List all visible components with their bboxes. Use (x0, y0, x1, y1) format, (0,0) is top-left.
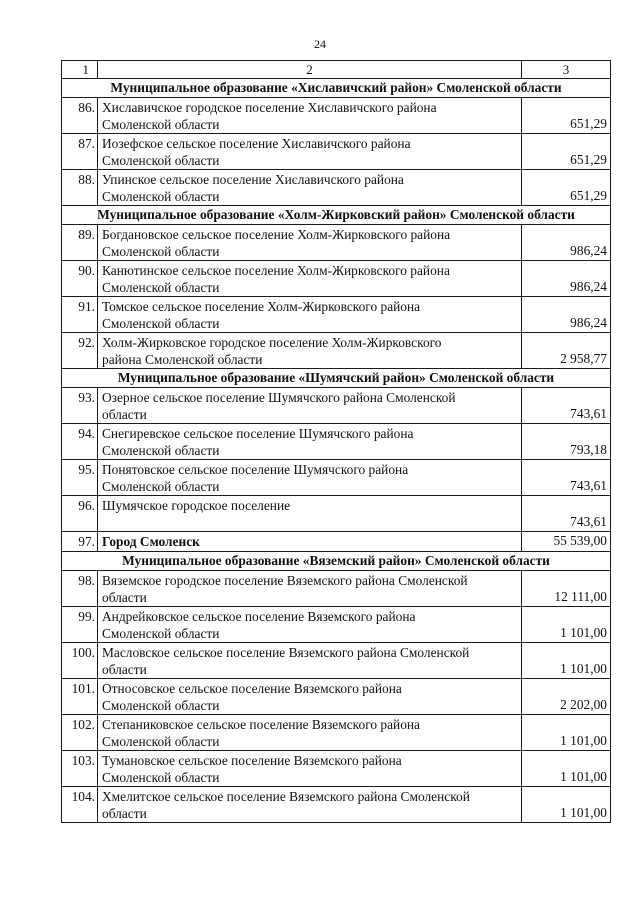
row-name (98, 496, 522, 532)
row-name-line-2: Смоленской области (102, 443, 220, 458)
table-row (62, 98, 611, 134)
row-value: 55 539,00 (522, 532, 611, 552)
row-value: 743,61 (522, 388, 611, 424)
row-name (98, 170, 522, 206)
row-number: 88. (62, 170, 98, 206)
row-value: 651,29 (522, 98, 611, 134)
row-number: 101. (62, 679, 98, 715)
row-name (98, 460, 522, 496)
row-name (98, 607, 522, 643)
row-name-line-2: Смоленской области (102, 626, 220, 641)
row-name (98, 388, 522, 424)
row-number: 103. (62, 751, 98, 787)
row-name (98, 261, 522, 297)
group-header-row (62, 206, 611, 225)
row-name (98, 424, 522, 460)
row-name-line-1: Холм-Жирковское городское поселение Холм-Жирковского (102, 335, 442, 350)
row-name (98, 751, 522, 787)
row-name-line-2: области (102, 662, 147, 677)
row-name-line-2: Смоленской области (102, 479, 220, 494)
row-value: 651,29 (522, 134, 611, 170)
row-name-line-1: Шумячское городское поселение (102, 498, 291, 513)
row-value: 1 101,00 (522, 607, 611, 643)
row-name-line-1: Тумановское сельское поселение Вяземского района (102, 753, 402, 768)
row-name-line-1: Богдановское сельское поселение Холм-Жирковского района (102, 227, 451, 242)
table-row (62, 643, 611, 679)
row-value: 1 101,00 (522, 751, 611, 787)
row-name-line-2: Смоленской области (102, 770, 220, 785)
row-name-line-1: Вяземское городское поселение Вяземского района Смоленской (102, 573, 468, 588)
row-value: 1 101,00 (522, 787, 611, 823)
table-row (62, 460, 611, 496)
row-value: 986,24 (522, 297, 611, 333)
row-number: 86. (62, 98, 98, 134)
row-name (98, 297, 522, 333)
table-row (62, 787, 611, 823)
row-name-line-1: Иозефское сельское поселение Хиславичского района (102, 136, 411, 151)
row-number: 91. (62, 297, 98, 333)
row-name-line-2: Смоленской области (102, 117, 220, 132)
row-value: 743,61 (522, 496, 611, 532)
table-header-row (62, 61, 611, 79)
table-row (62, 170, 611, 206)
row-name-line-2: Смоленской области (102, 280, 220, 295)
row-value: 1 101,00 (522, 643, 611, 679)
table-row (62, 715, 611, 751)
header-col-3: 3 (522, 61, 611, 79)
row-number: 94. (62, 424, 98, 460)
table-row (62, 679, 611, 715)
row-name (98, 715, 522, 751)
row-number: 98. (62, 571, 98, 607)
row-number: 95. (62, 460, 98, 496)
row-value: 743,61 (522, 460, 611, 496)
row-name-line-1: Хиславичское городское поселение Хиславичского района (102, 100, 437, 115)
row-value: 651,29 (522, 170, 611, 206)
row-number: 89. (62, 225, 98, 261)
row-name-line-1: Масловское сельское поселение Вяземского района Смоленской (102, 645, 470, 660)
row-name-line-1: Степаниковское сельское поселение Вяземского района (102, 717, 420, 732)
row-value: 12 111,00 (522, 571, 611, 607)
row-number: 97. (62, 532, 98, 552)
table-row (62, 532, 611, 552)
row-name-line-2: района Смоленской области (102, 352, 263, 367)
group-header-row (62, 369, 611, 388)
page-number: 24 (314, 37, 326, 51)
table-row (62, 261, 611, 297)
row-name-line-2: Смоленской области (102, 189, 220, 204)
row-name (98, 98, 522, 134)
header-col-2: 2 (98, 61, 522, 79)
row-name: Город Смоленск (98, 532, 522, 552)
table-row (62, 333, 611, 369)
row-name-line-1: Озерное сельское поселение Шумячского района Смоленской (102, 390, 456, 405)
table-row (62, 607, 611, 643)
row-name (98, 134, 522, 170)
group-header-row (62, 79, 611, 98)
row-name-line-1: Андрейковское сельское поселение Вяземского района (102, 609, 416, 624)
row-name (98, 643, 522, 679)
row-number: 102. (62, 715, 98, 751)
row-value: 2 202,00 (522, 679, 611, 715)
group-title: Муниципальное образование «Холм-Жирковский район» Смоленской области (62, 206, 611, 225)
group-title: Муниципальное образование «Шумячский район» Смоленской области (62, 369, 611, 388)
row-name (98, 571, 522, 607)
table-row (62, 496, 611, 532)
row-number: 99. (62, 607, 98, 643)
row-name-line-2: Смоленской области (102, 153, 220, 168)
row-name-line-2: Смоленской области (102, 734, 220, 749)
row-number: 93. (62, 388, 98, 424)
table-row (62, 297, 611, 333)
row-value: 1 101,00 (522, 715, 611, 751)
row-number: 92. (62, 333, 98, 369)
row-number: 104. (62, 787, 98, 823)
row-name-line-2: Смоленской области (102, 316, 220, 331)
row-name (98, 333, 522, 369)
row-number: 87. (62, 134, 98, 170)
row-number: 96. (62, 496, 98, 532)
row-value: 986,24 (522, 261, 611, 297)
row-name-line-2: Смоленской области (102, 244, 220, 259)
row-name-line-1: Снегиревское сельское поселение Шумячского района (102, 426, 414, 441)
row-value: 986,24 (522, 225, 611, 261)
table-row (62, 225, 611, 261)
row-name (98, 225, 522, 261)
row-name-line-1: Хмелитское сельское поселение Вяземского района Смоленской (102, 789, 470, 804)
row-name (98, 679, 522, 715)
row-number: 100. (62, 643, 98, 679)
row-name-line-2: Смоленской области (102, 698, 220, 713)
row-name-line-2: области (102, 590, 147, 605)
row-number: 90. (62, 261, 98, 297)
group-title: Муниципальное образование «Хиславичский район» Смоленской области (62, 79, 611, 98)
table-row (62, 134, 611, 170)
row-value: 2 958,77 (522, 333, 611, 369)
header-col-1: 1 (62, 61, 98, 79)
row-name-line-2: области (102, 806, 147, 821)
group-title: Муниципальное образование «Вяземский район» Смоленской области (62, 552, 611, 571)
table-row (62, 388, 611, 424)
allocation-table (61, 60, 611, 823)
table-row (62, 751, 611, 787)
row-value: 793,18 (522, 424, 611, 460)
row-name-line-1: Томское сельское поселение Холм-Жирковского района (102, 299, 421, 314)
table-row (62, 424, 611, 460)
table-row (62, 571, 611, 607)
row-name-line-1: Относовское сельское поселение Вяземского района (102, 681, 402, 696)
row-name-line-1: Понятовское сельское поселение Шумячского района (102, 462, 409, 477)
group-header-row (62, 552, 611, 571)
row-name (98, 787, 522, 823)
row-name-line-1: Упинское сельское поселение Хиславичского района (102, 172, 404, 187)
row-name-line-2: области (102, 407, 147, 422)
row-name-line-1: Канютинское сельское поселение Холм-Жирковского района (102, 263, 450, 278)
